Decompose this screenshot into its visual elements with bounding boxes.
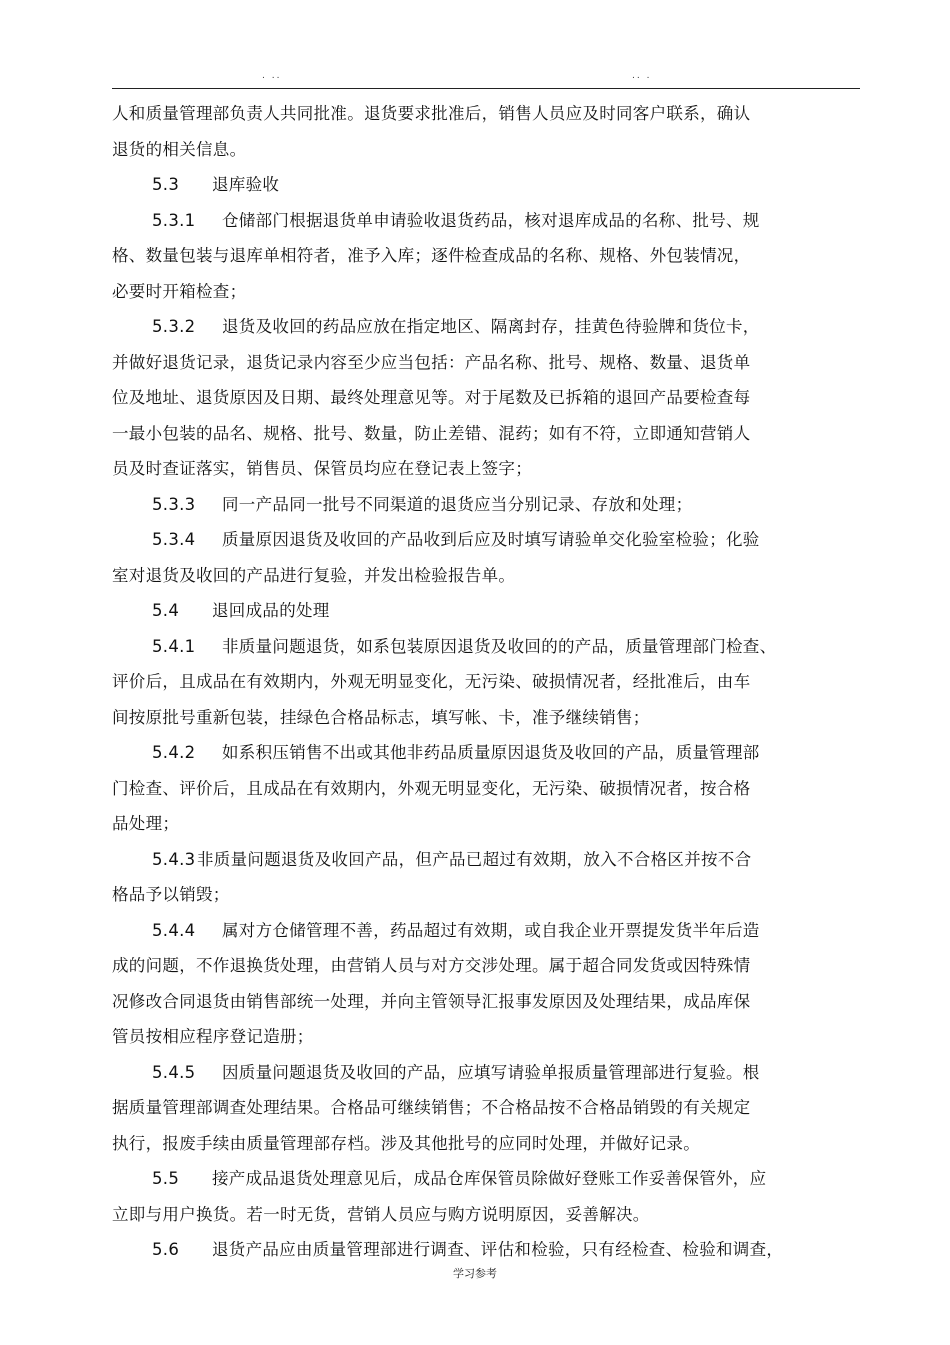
numbered-paragraph-line: [112, 842, 812, 878]
line-text: 格品予以销毁；: [112, 885, 230, 904]
line-text: 非质量问题退货，如系包装原因退货及收回的的产品，质量管理部门检查、: [222, 636, 777, 656]
line-text: 间按原批号重新包装，挂绿色合格品标志，填写帐、卡，准予继续销售；: [112, 707, 650, 727]
line-text: 人和质量管理部负责人共同批准。退货要求批准后，销售人员应及时同客户联系，确认: [112, 104, 751, 123]
line-text: 门检查、评价后，且成品在有效期内，外观无明显变化，无污染、破损情况者，按合格: [112, 778, 751, 798]
paragraph-line: [112, 1197, 812, 1233]
paragraph-line: [112, 345, 812, 381]
line-text: 室对退货及收回的产品进行复验，并发出检验报告单。: [112, 565, 516, 585]
line-text: 位及地址、退货原因及日期、最终处理意见等。对于尾数及已拆箱的退回产品要检查每: [112, 388, 751, 407]
section-number: 5.5: [152, 1169, 180, 1188]
paragraph-line: [112, 771, 812, 807]
section-number: 5.4: [152, 601, 180, 620]
line-text: 格、数量包装与退库单相符者，准予入库；逐件检查成品的名称、规格、外包装情况，: [112, 246, 751, 265]
numbered-paragraph-line: [112, 1161, 812, 1197]
paragraph-line: [112, 238, 812, 274]
numbered-paragraph-line: [112, 309, 812, 345]
line-text: 同一产品同一批号不同渠道的退货应当分别记录、存放和处理；: [222, 494, 693, 514]
numbered-paragraph-line: [112, 167, 812, 203]
line-text: 品处理；: [112, 814, 180, 833]
line-text: 因质量问题退货及收回的产品，应填写请验单报质量管理部进行复验。根: [222, 1062, 760, 1082]
section-number: 5.4.5: [152, 1062, 196, 1082]
paragraph-line: [112, 1019, 812, 1055]
line-text: 退货及收回的药品应放在指定地区、隔离封存，挂黄色待验牌和货位卡，: [222, 317, 760, 336]
numbered-paragraph-line: [112, 913, 812, 949]
numbered-paragraph-line: [112, 629, 812, 665]
line-text: 成的问题，不作退换货处理，由营销人员与对方交涉处理。属于超合同发货或因特殊情: [112, 956, 751, 975]
paragraph-line: [112, 274, 812, 310]
section-number: 5.6: [152, 1240, 180, 1259]
line-text: 仓储部门根据退货单申请验收退货药品，核对退库成品的名称、批号、规: [222, 210, 760, 230]
line-text: 非质量问题退货及收回产品，但产品已超过有效期，放入不合格区并按不合: [197, 849, 752, 869]
paragraph-line: [112, 558, 812, 594]
line-text: 一最小包装的品名、规格、批号、数量，防止差错、混药；如有不符，立即通知营销人: [112, 423, 751, 443]
paragraph-line: [112, 1090, 812, 1126]
line-text: 退回成品的处理: [212, 601, 330, 620]
paragraph-line: [112, 1126, 812, 1162]
section-number: 5.4.4: [152, 920, 196, 940]
numbered-paragraph-line: [112, 487, 812, 523]
page-header: [112, 70, 860, 89]
paragraph-line: [112, 700, 812, 736]
paragraph-line: [112, 451, 812, 487]
line-text: 管员按相应程序登记造册；: [112, 1027, 314, 1046]
section-number: 5.4.2: [152, 743, 196, 762]
paragraph-line: [112, 948, 812, 984]
numbered-paragraph-line: [112, 735, 812, 771]
numbered-paragraph-line: [112, 593, 812, 629]
page-footer: 学习参考: [453, 1267, 497, 1280]
line-text: 退货产品应由质量管理部进行调查、评估和检验，只有经检查、检验和调查，: [212, 1240, 784, 1259]
line-text: 员及时查证落实，销售员、保管员均应在登记表上签字；: [112, 459, 532, 478]
line-text: 退货的相关信息。: [112, 139, 247, 159]
line-text: 如系积压销售不出或其他非药品质量原因退货及收回的产品，质量管理部: [222, 743, 760, 762]
paragraph-line: [112, 806, 812, 842]
line-text: 接产成品退货处理意见后，成品仓库保管员除做好登账工作妥善保管外，应: [212, 1169, 767, 1188]
line-text: 退库验收: [212, 175, 280, 194]
section-number: 5.3.1: [152, 210, 196, 230]
line-text: 属对方仓储管理不善，药品超过有效期，或自我企业开票提发货半年后造: [222, 920, 760, 940]
header-marks-left: . ..: [262, 71, 282, 81]
paragraph-line: [112, 380, 812, 416]
paragraph-line: [112, 132, 812, 168]
line-text: 必要时开箱检查；: [112, 281, 247, 301]
section-number: 5.3: [152, 175, 180, 194]
line-text: 执行，报废手续由质量管理部存档。涉及其他批号的应同时处理，并做好记录。: [112, 1133, 700, 1153]
paragraph-line: [112, 416, 812, 452]
section-number: 5.3.4: [152, 530, 196, 549]
section-number: 5.3.2: [152, 317, 196, 336]
paragraph-line: [112, 96, 812, 132]
paragraph-line: [112, 984, 812, 1020]
section-number: 5.4.1: [152, 636, 196, 656]
line-text: 质量原因退货及收回的产品收到后应及时填写请验单交化验室检验；化验: [222, 530, 760, 549]
section-number: 5.4.3: [152, 849, 196, 869]
header-marks-right: .. .: [632, 71, 652, 81]
document-body: [112, 96, 812, 1268]
line-text: 并做好退货记录，退货记录内容至少应当包括：产品名称、批号、规格、数量、退货单: [112, 352, 751, 372]
numbered-paragraph-line: [112, 1232, 812, 1268]
line-text: 评价后，且成品在有效期内，外观无明显变化，无污染、破损情况者，经批准后，由车: [112, 672, 751, 691]
paragraph-line: [112, 877, 812, 913]
line-text: 据质量管理部调查处理结果。合格品可继续销售；不合格品按不合格品销毁的有关规定: [112, 1098, 751, 1117]
numbered-paragraph-line: [112, 1055, 812, 1091]
line-text: 况修改合同退货由销售部统一处理，并向主管领导汇报事发原因及处理结果，成品库保: [112, 991, 751, 1011]
paragraph-line: [112, 664, 812, 700]
section-number: 5.3.3: [152, 494, 196, 514]
numbered-paragraph-line: [112, 522, 812, 558]
line-text: 立即与用户换货。若一时无货，营销人员应与购方说明原因，妥善解决。: [112, 1204, 650, 1224]
numbered-paragraph-line: [112, 203, 812, 239]
